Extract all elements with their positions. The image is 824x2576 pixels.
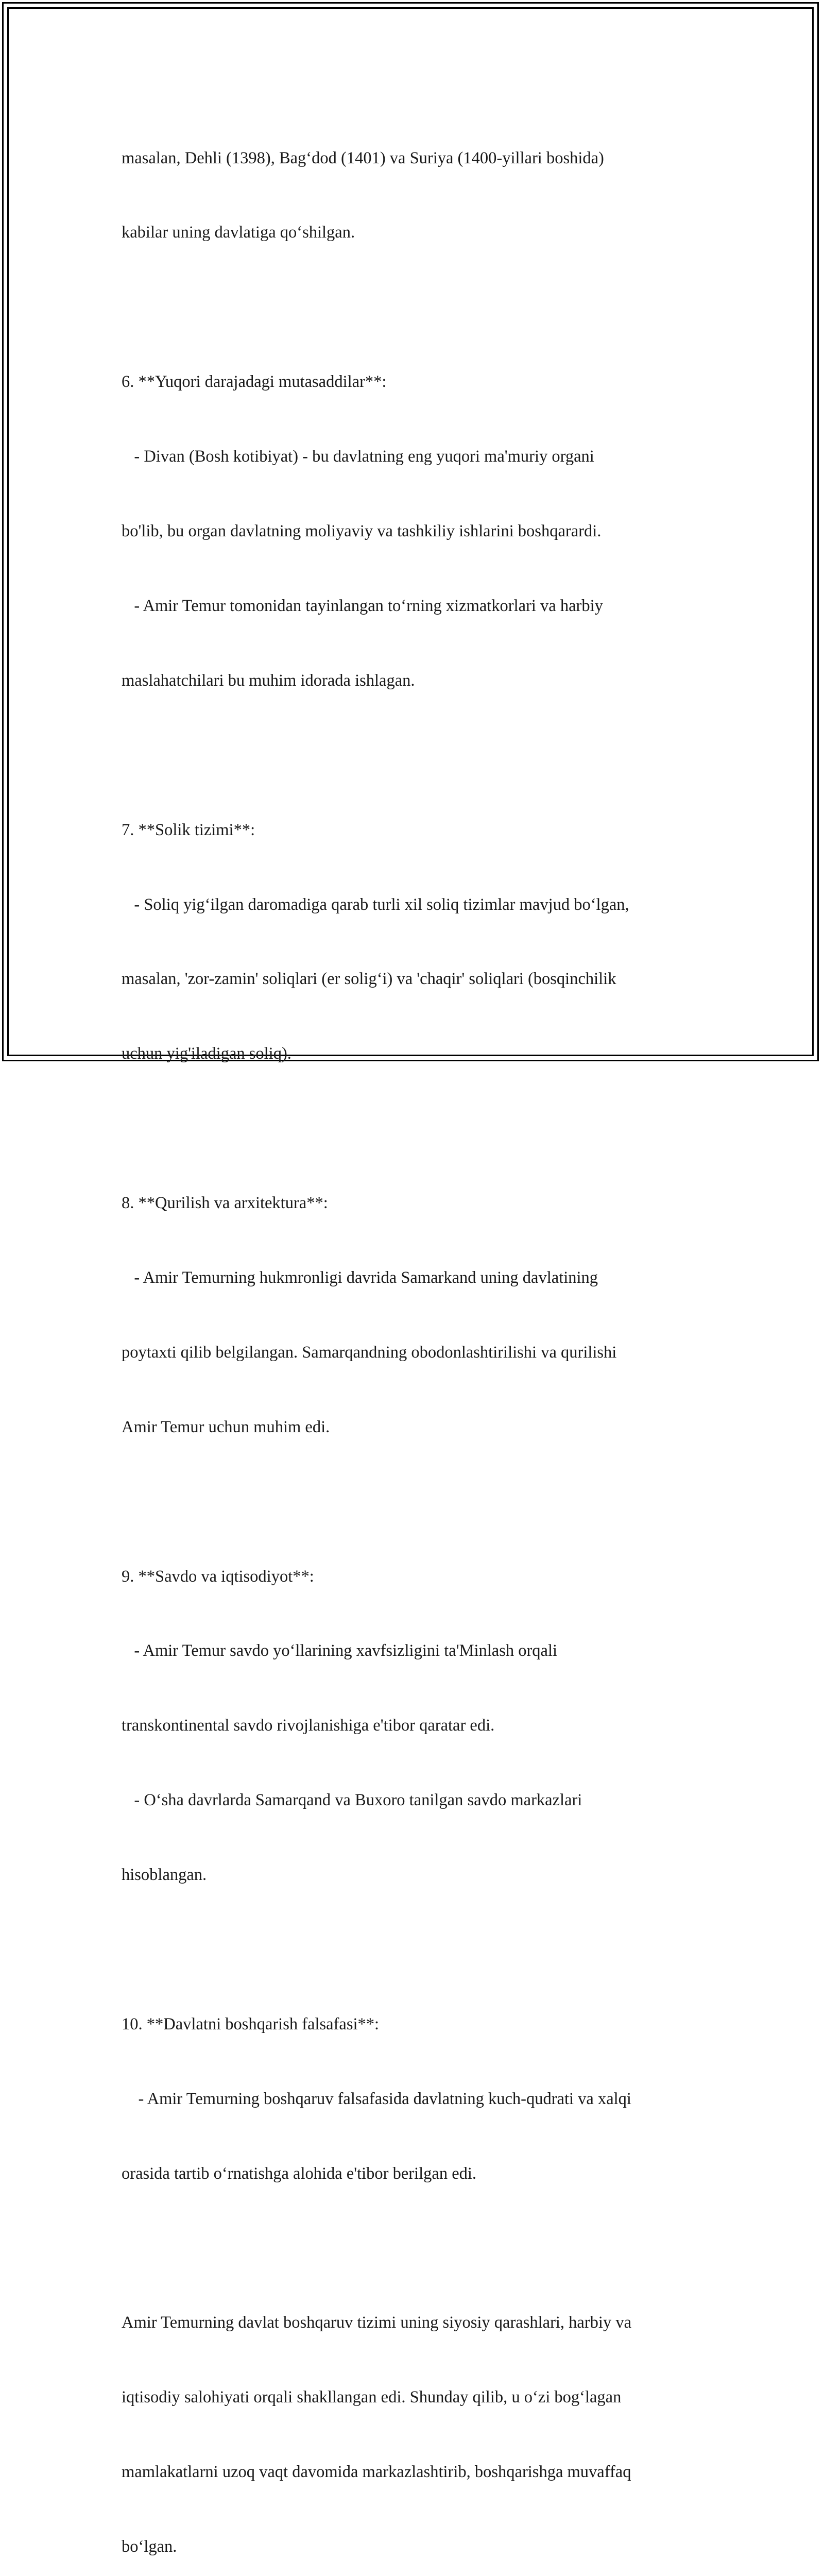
text-line: iqtisodiy salohiyati orqali shakllangan edi. Shunday qilib, u o‘zi bog‘lagan — [122, 2388, 622, 2407]
text-line: bo'lib, bu organ davlatning moliyaviy va tashkiliy ishlarini boshqarardi. — [122, 522, 602, 541]
text-line: Amir Temur uchun muhim edi. — [122, 1417, 330, 1436]
text-line: mamlakatlarni uzoq vaqt davomida markazlashtirib, boshqarishga muvaffaq — [122, 2463, 631, 2482]
text-line: transkontinental savdo rivojlanishiga e'tibor qaratar edi. — [122, 1716, 495, 1735]
text-line: Amir Temurning davlat boshqaruv tizimi uning siyosiy qarashlari, harbiy va — [122, 2313, 631, 2332]
blank-line — [122, 1489, 734, 1514]
blank-line — [122, 1116, 734, 1141]
text-line: - Divan (Bosh kotibiyat) - bu davlatning eng yuqori ma'muriy organi — [122, 447, 594, 466]
text-line: - Soliq yig‘ilgan daromadiga qarab turli xil soliq tizimlar mavjud bo‘lgan, — [122, 895, 629, 914]
blank-line — [122, 1937, 734, 1962]
section-heading: 6. **Yuqori darajadagi mutasaddilar**: — [122, 372, 387, 392]
section-heading: 10. **Davlatni boshqarish falsafasi**: — [122, 2014, 380, 2033]
blank-line — [122, 295, 734, 319]
text-line: poytaxti qilib belgilangan. Samarqandning obodonlashtirilishi va qurilishi — [122, 1343, 617, 1362]
text-line: masalan, Dehli (1398), Bag‘dod (1401) va Suriya (1400-yillari boshida) — [122, 148, 604, 167]
text-line: - Amir Temur tomonidan tayinlangan to‘rning xizmatkorlari va harbiy — [122, 596, 603, 615]
blank-line — [122, 2236, 734, 2261]
text-line: maslahatchilari bu muhim idorada ishlagan. — [122, 671, 415, 690]
text-line: bo‘lgan. — [122, 2537, 177, 2556]
section-heading: 8. **Qurilish va arxitektura**: — [122, 1194, 328, 1213]
text-line: - Amir Temurning hukmronligi davrida Samarkand uning davlatining — [122, 1268, 598, 1287]
text-line: - Amir Temur savdo yo‘llarining xavfsizligini ta'Minlash orqali — [122, 1641, 558, 1660]
text-line: kabilar uning davlatiga qo‘shilgan. — [122, 223, 355, 242]
text-line: - O‘sha davrlarda Samarqand va Buxoro tanilgan savdo markazlari — [122, 1791, 582, 1810]
text-line: hisoblangan. — [122, 1866, 207, 1885]
text-line: - Amir Temurning boshqaruv falsafasida davlatning kuch-qudrati va xalqi — [122, 2089, 631, 2108]
document-body — [122, 96, 734, 2576]
text-line: orasida tartib o‘rnatishga alohida e'tibor berilgan edi. — [122, 2164, 477, 2183]
blank-line — [122, 743, 734, 768]
section-heading: 9. **Savdo va iqtisodiyot**: — [122, 1567, 314, 1586]
text-line: uchun yig'iladigan soliq). — [122, 1044, 291, 1063]
text-line: masalan, 'zor-zamin' soliqlari (er solig‘i) va 'chaqir' soliqlari (bosqinchilik — [122, 970, 616, 989]
section-heading: 7. **Solik tizimi**: — [122, 820, 255, 839]
